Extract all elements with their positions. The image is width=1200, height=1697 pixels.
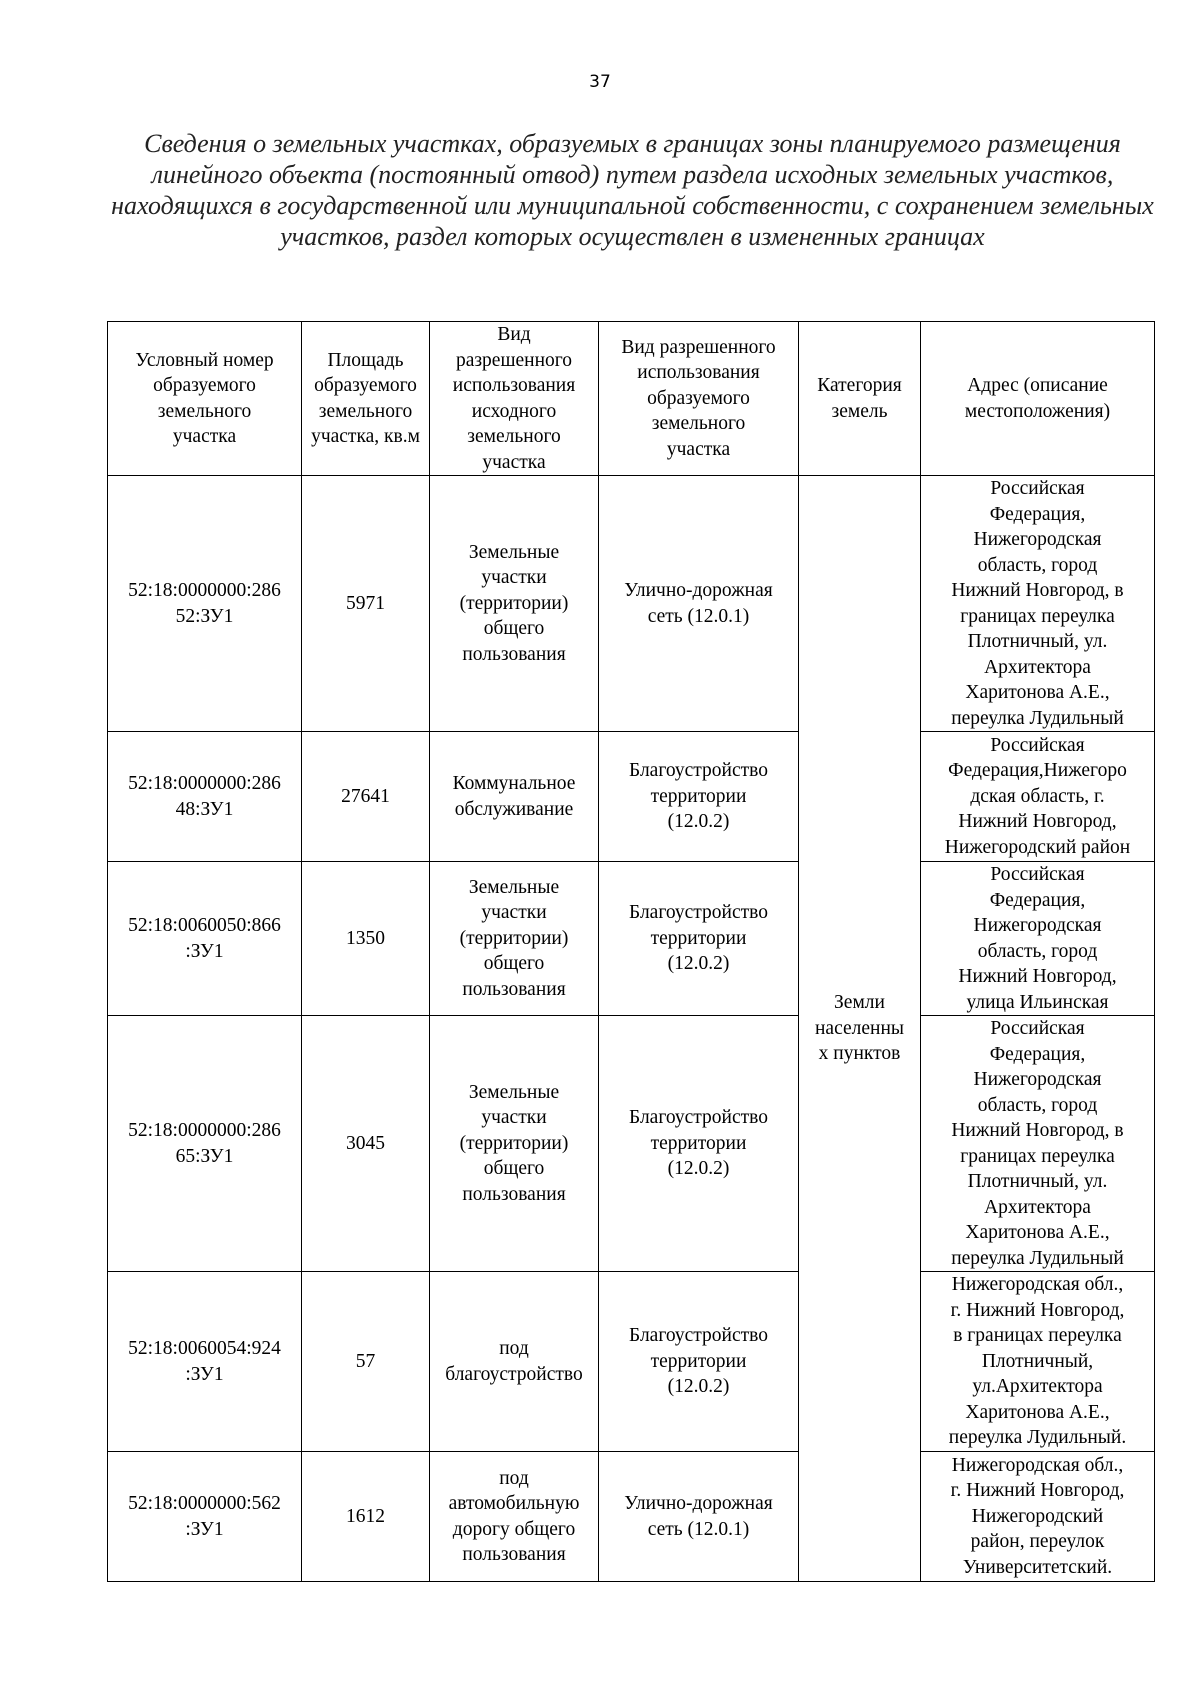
header-source-use: Вид разрешенного использования исходного земельного участка [430,322,599,476]
cell-source-use: под автомобильную дорогу общего пользования [430,1452,599,1582]
cell-area: 27641 [302,732,430,862]
cell-new-use: Благоустройство территории (12.0.2) [599,862,799,1016]
cell-area: 1350 [302,862,430,1016]
cell-new-use: Благоустройство территории (12.0.2) [599,732,799,862]
cell-area: 3045 [302,1016,430,1272]
land-parcels-table [107,321,1155,1582]
cell-parcel-number: 52:18:0000000:286 52:ЗУ1 [108,476,302,732]
cell-new-use: Благоустройство территории (12.0.2) [599,1016,799,1272]
cell-source-use: Коммунальное обслуживание [430,732,599,862]
cell-new-use: Благоустройство территории (12.0.2) [599,1272,799,1452]
table-row [108,732,1155,862]
table-row [108,1016,1155,1272]
cell-address: Российская Федерация, Нижегородская область, город Нижний Новгород, в границах переулка Плотничный, ул. Архитектора Харитонова А.Е., переулка Лудильный [921,1016,1155,1272]
cell-address: Российская Федерация,Нижегоро дская область, г. Нижний Новгород, Нижегородский район [921,732,1155,862]
cell-parcel-number: 52:18:0000000:286 65:ЗУ1 [108,1016,302,1272]
cell-area: 5971 [302,476,430,732]
cell-source-use: под благоустройство [430,1272,599,1452]
page-number: 37 [589,72,611,92]
cell-area: 1612 [302,1452,430,1582]
cell-area: 57 [302,1272,430,1452]
table-row [108,1272,1155,1452]
cell-source-use: Земельные участки (территории) общего пользования [430,862,599,1016]
document-title: Сведения о земельных участках, образуемых в границах зоны планируемого размещения линейного объекта (постоянный отвод) путем раздела исходных земельных участков, находящихся в государственной или муниципальной собственности, с сохранением земельных участков, раздел которых осуществлен в измененных границах [111,129,1154,251]
header-area: Площадь образуемого земельного участка, кв.м [302,322,430,476]
cell-new-use: Улично-дорожная сеть (12.0.1) [599,476,799,732]
cell-address: Российская Федерация, Нижегородская область, город Нижний Новгород, в границах переулка Плотничный, ул. Архитектора Харитонова А.Е., переулка Лудильный [921,476,1155,732]
cell-address: Нижегородская обл., г. Нижний Новгород, Нижегородский район, переулок Университетский. [921,1452,1155,1582]
table-row [108,1452,1155,1582]
table-row [108,862,1155,1016]
cell-parcel-number: 52:18:0060050:866 :ЗУ1 [108,862,302,1016]
cell-address: Российская Федерация, Нижегородская область, город Нижний Новгород, улица Ильинская [921,862,1155,1016]
cell-address: Нижегородская обл., г. Нижний Новгород, в границах переулка Плотничный, ул.Архитектора Харитонова А.Е., переулка Лудильный. [921,1272,1155,1452]
header-land-category: Категория земель [799,322,921,476]
cell-parcel-number: 52:18:0060054:924 :ЗУ1 [108,1272,302,1452]
cell-land-category: Земли населенны х пунктов [799,476,921,1582]
cell-new-use: Улично-дорожная сеть (12.0.1) [599,1452,799,1582]
cell-source-use: Земельные участки (территории) общего пользования [430,476,599,732]
table-header-row [108,322,1155,476]
header-address: Адрес (описание местоположения) [921,322,1155,476]
cell-parcel-number: 52:18:0000000:562 :ЗУ1 [108,1452,302,1582]
cell-parcel-number: 52:18:0000000:286 48:ЗУ1 [108,732,302,862]
header-parcel-number: Условный номер образуемого земельного участка [108,322,302,476]
table-row [108,476,1155,732]
header-new-use: Вид разрешенного использования образуемого земельного участка [599,322,799,476]
cell-source-use: Земельные участки (территории) общего пользования [430,1016,599,1272]
